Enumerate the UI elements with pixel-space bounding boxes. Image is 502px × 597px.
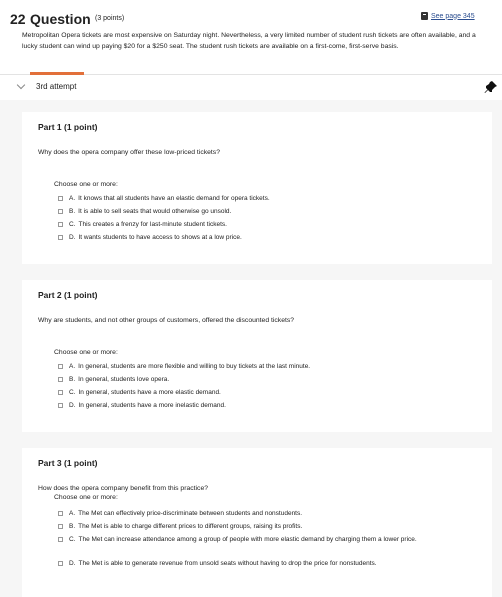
option-2c[interactable]: C. In general, students have a more elastic demand. xyxy=(58,388,478,397)
checkbox[interactable] xyxy=(58,524,63,529)
choose-label: Choose one or more: xyxy=(54,181,118,188)
option-2b[interactable]: B. In general, students love opera. xyxy=(58,375,478,384)
part-prompt: Why does the opera company offer these low-priced tickets? xyxy=(38,149,220,156)
checkbox[interactable] xyxy=(58,561,63,566)
chevron-down-icon xyxy=(17,81,25,89)
book-icon xyxy=(421,12,428,20)
question-label: Question xyxy=(30,11,91,27)
active-tab-indicator xyxy=(30,72,84,75)
part-prompt: Why are students, and not other groups of customers, offered the discounted tickets? xyxy=(38,317,295,324)
pin-icon[interactable] xyxy=(484,80,498,94)
checkbox[interactable] xyxy=(58,537,63,542)
checkbox[interactable] xyxy=(58,235,63,240)
choose-label: Choose one or more: xyxy=(54,349,118,356)
part-title: Part 2 (1 point) xyxy=(38,290,98,300)
part-1 xyxy=(22,112,492,264)
checkbox[interactable] xyxy=(58,364,63,369)
part-2 xyxy=(22,280,492,432)
checkbox[interactable] xyxy=(58,222,63,227)
option-1b[interactable]: B. It is able to sell seats that would otherwise go unsold. xyxy=(58,207,478,216)
option-1d[interactable]: D. It wants students to have access to shows at a low price. xyxy=(58,233,478,242)
option-2d[interactable]: D. In general, students have a more inelastic demand. xyxy=(58,401,478,410)
attempt-label: 3rd attempt xyxy=(36,82,77,91)
attempt-toggle[interactable] xyxy=(0,78,502,96)
question-intro: Metropolitan Opera tickets are most expensive on Saturday night. Nevertheless, a very limited number of student rush tickets are often available, and a lucky student can wind up paying $20 for a $250 seat. The student rush tickets are available on a first-come, first-serve basis. xyxy=(22,32,476,50)
option-2a[interactable]: A. In general, students are more flexible and willing to buy tickets at the last minute. xyxy=(58,362,478,371)
option-1c[interactable]: C. This creates a frenzy for last-minute student tickets. xyxy=(58,220,478,229)
checkbox[interactable] xyxy=(58,511,63,516)
part-prompt: How does the opera company benefit from this practice? xyxy=(38,485,209,492)
checkbox[interactable] xyxy=(58,390,63,395)
checkbox[interactable] xyxy=(58,196,63,201)
option-3c[interactable]: C. The Met can increase attendance among a group of people with more elastic demand by charging them a lower price. xyxy=(58,535,438,544)
option-3a[interactable]: A. The Met can effectively price-discriminate between students and nonstudents. xyxy=(58,509,478,518)
see-page-link[interactable] xyxy=(421,12,475,20)
option-3d[interactable]: D. The Met is able to generate revenue from unsold seats without having to drop the price for nonstudents. xyxy=(58,559,478,568)
checkbox[interactable] xyxy=(58,209,63,214)
checkbox[interactable] xyxy=(58,403,63,408)
question-number: 22 xyxy=(10,11,26,27)
part-3 xyxy=(22,448,492,597)
part-title: Part 1 (1 point) xyxy=(38,122,98,132)
see-page-label: See page 345 xyxy=(431,12,475,20)
choose-label: Choose one or more: xyxy=(54,494,118,501)
part-title: Part 3 (1 point) xyxy=(38,458,98,468)
question-header xyxy=(0,0,502,70)
option-1a[interactable]: A. It knows that all students have an elastic demand for opera tickets. xyxy=(58,194,478,203)
option-3b[interactable]: B. The Met is able to charge different prices to different groups, raising its profits. xyxy=(58,522,478,531)
checkbox[interactable] xyxy=(58,377,63,382)
parts-panel xyxy=(0,100,502,597)
question-points: (3 points) xyxy=(95,15,125,22)
